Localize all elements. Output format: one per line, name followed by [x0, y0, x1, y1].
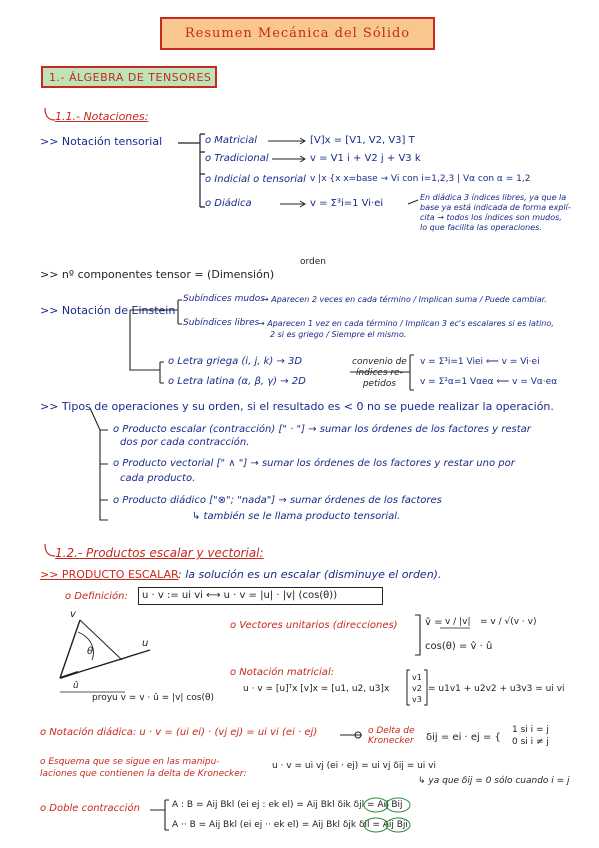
matricial-col-entry: v1	[412, 673, 422, 682]
componentes-text: >> nº componentes tensor = (Dimensión)	[40, 268, 275, 281]
definicion-formula: u · v := ui vi ⟷ u · v = |u| · |v| (cos(θ))	[142, 590, 338, 601]
esquema-line2: laciones que contienen la delta de Kronecker:	[40, 769, 247, 779]
matricial-formula: [V]x = [V1, V2, V3] T	[310, 135, 415, 146]
letra-griega: o Letra griega (i, j, k) → 3D	[168, 356, 303, 367]
tradicional-name: o Tradicional	[205, 153, 269, 164]
diadica-note-line: cita → todos los índices son mudos,	[420, 213, 562, 222]
libres-text: → Aparecen 1 vez en cada término / Implican 3 ec's escalares si es latino,	[258, 319, 554, 328]
kronecker-lhs: δij = ei · ej = {	[426, 732, 501, 743]
mudos-label: Subíndices mudos	[183, 294, 265, 304]
escalar-line2: dos por cada contracción.	[120, 437, 250, 448]
diagram-theta-label: θ	[87, 646, 94, 657]
einstein-eq2: v = Σ²α=1 Vαeα ⟸ v = Vα·eα	[420, 377, 558, 387]
doble-eq1: A : B = Aij Bkl (ei ej : ek el) = Aij Bkl δik δjl = Aij Bij	[172, 800, 403, 810]
unitario1-mid: v / |v|	[445, 617, 471, 627]
diagram-u-label: u	[142, 638, 149, 649]
proyeccion-formula: proyu v = v · û = |v| cos(θ)	[92, 693, 215, 703]
vectorial-line1: o Producto vectorial [" ∧ "] → sumar los órdenes de los factores y restar uno por	[113, 458, 515, 469]
diagram-v-label: v	[70, 609, 76, 620]
subsection-productos: 1.2.- Productos escalar y vectorial:	[55, 546, 264, 560]
doble-contraccion-label: o Doble contracción	[40, 803, 140, 814]
doble-eq2: A ·· B = Aij Bkl (ei ej ·· ek el) = Aij Bkl δjk δil = Aij Bji	[172, 820, 408, 830]
tradicional-formula: v = V1 i + V2 j + V3 k	[310, 153, 421, 164]
kronecker-case: 0 si i ≠ j	[512, 737, 549, 747]
unitario1-rhs: = v / √(v · v)	[480, 617, 537, 627]
esquema-note: ↳ ya que δij = 0 sólo cuando i = j	[418, 776, 570, 786]
convenio-line: índices re-	[355, 368, 403, 378]
einstein-label: >> Notación de Einstein	[40, 304, 176, 317]
definicion-label: o Definición:	[65, 591, 128, 602]
diadica-note-line: base ya está indicada de forma explí-	[420, 203, 571, 212]
subsection-notaciones: 1.1.- Notaciones:	[55, 110, 149, 123]
unitario1-lhs: v̂ =	[425, 617, 443, 628]
diadico-line2: ↳ también se le llama producto tensorial.	[192, 511, 401, 522]
kronecker-case: 1 si i = j	[512, 725, 549, 735]
unitario2: cos(θ) = v̂ · û	[425, 641, 493, 652]
mudos-text: → Aparecen 2 veces en cada término / Implican suma / Puede cambiar.	[262, 295, 547, 304]
letra-latina: o Letra latina (α, β, γ) → 2D	[168, 376, 306, 387]
kronecker-label: o Delta de Kronecker	[368, 726, 415, 746]
diadica-name: o Diádica	[205, 198, 252, 209]
componentes-sup: orden	[300, 257, 327, 267]
convenio-line: convenio de	[352, 357, 407, 367]
diagram-uhat-label: û	[73, 681, 79, 691]
matricial-rhs: = u1v1 + u2v2 + u3v3 = ui vi	[428, 684, 565, 694]
matricial-label: o Notación matricial:	[230, 667, 335, 678]
indicial-name: o Indicial o tensorial	[205, 174, 306, 185]
producto-escalar-heading: >> PRODUCTO ESCALAR	[40, 568, 179, 581]
escalar-line1: o Producto escalar (contracción) [" · "] → sumar los órdenes de los factores y restar	[113, 424, 531, 435]
section-heading: 1.- ÁLGEBRA DE TENSORES	[49, 70, 212, 84]
convenio-line: petidos	[362, 379, 397, 389]
page-title: Resumen Mecánica del Sólido	[184, 26, 411, 41]
matricial-name: o Matricial	[205, 135, 258, 146]
producto-escalar-desc: : la solución es un escalar (disminuye el orden).	[178, 568, 442, 581]
matricial-formula-main: u · v = [u]ᵀx [v]x = [u1, u2, u3]x	[243, 684, 390, 694]
tipos-heading: >> Tipos de operaciones y su orden, si el resultado es < 0 no se puede realizar la operación.	[40, 400, 554, 413]
libres-label: Subíndices libres	[183, 318, 260, 328]
einstein-eq1: v = Σ³i=1 Viei ⟸ v = Vi·ei	[420, 357, 540, 367]
diadico-line1: o Producto diádico ["⊗"; "nada"] → sumar órdenes de los factores	[113, 495, 442, 506]
indicial-formula: v |x {x x=base → Vi con i=1,2,3 | Vα con α = 1,2	[310, 174, 531, 184]
diadica-formula: v = Σ³i=1 Vi·ei	[310, 198, 384, 209]
esquema-line1: o Esquema que se sigue en las manipu-	[40, 757, 220, 767]
diadica-note-line: En diádica 3 índices libres, ya que la	[420, 193, 567, 202]
vectorial-line2: cada producto.	[120, 473, 196, 484]
unitarios-label: o Vectores unitarios (direcciones)	[230, 620, 398, 631]
matricial-col-entry: v3	[412, 695, 422, 704]
diadica-note-line: lo que facilita las operaciones.	[420, 223, 542, 232]
diadica-notation: o Notación diádica: u · v = (ui ei) · (vj ej) = ui vi (ei · ej)	[40, 727, 318, 738]
libres-text2: 2 si es griego / Siempre el mismo.	[270, 330, 407, 339]
esquema-eq: u · v = ui vj (ei · ej) = ui vj δij = ui vi	[272, 761, 436, 771]
matricial-col-entry: v2	[412, 684, 422, 693]
notacion-tensorial-label: >> Notación tensorial	[40, 135, 163, 148]
